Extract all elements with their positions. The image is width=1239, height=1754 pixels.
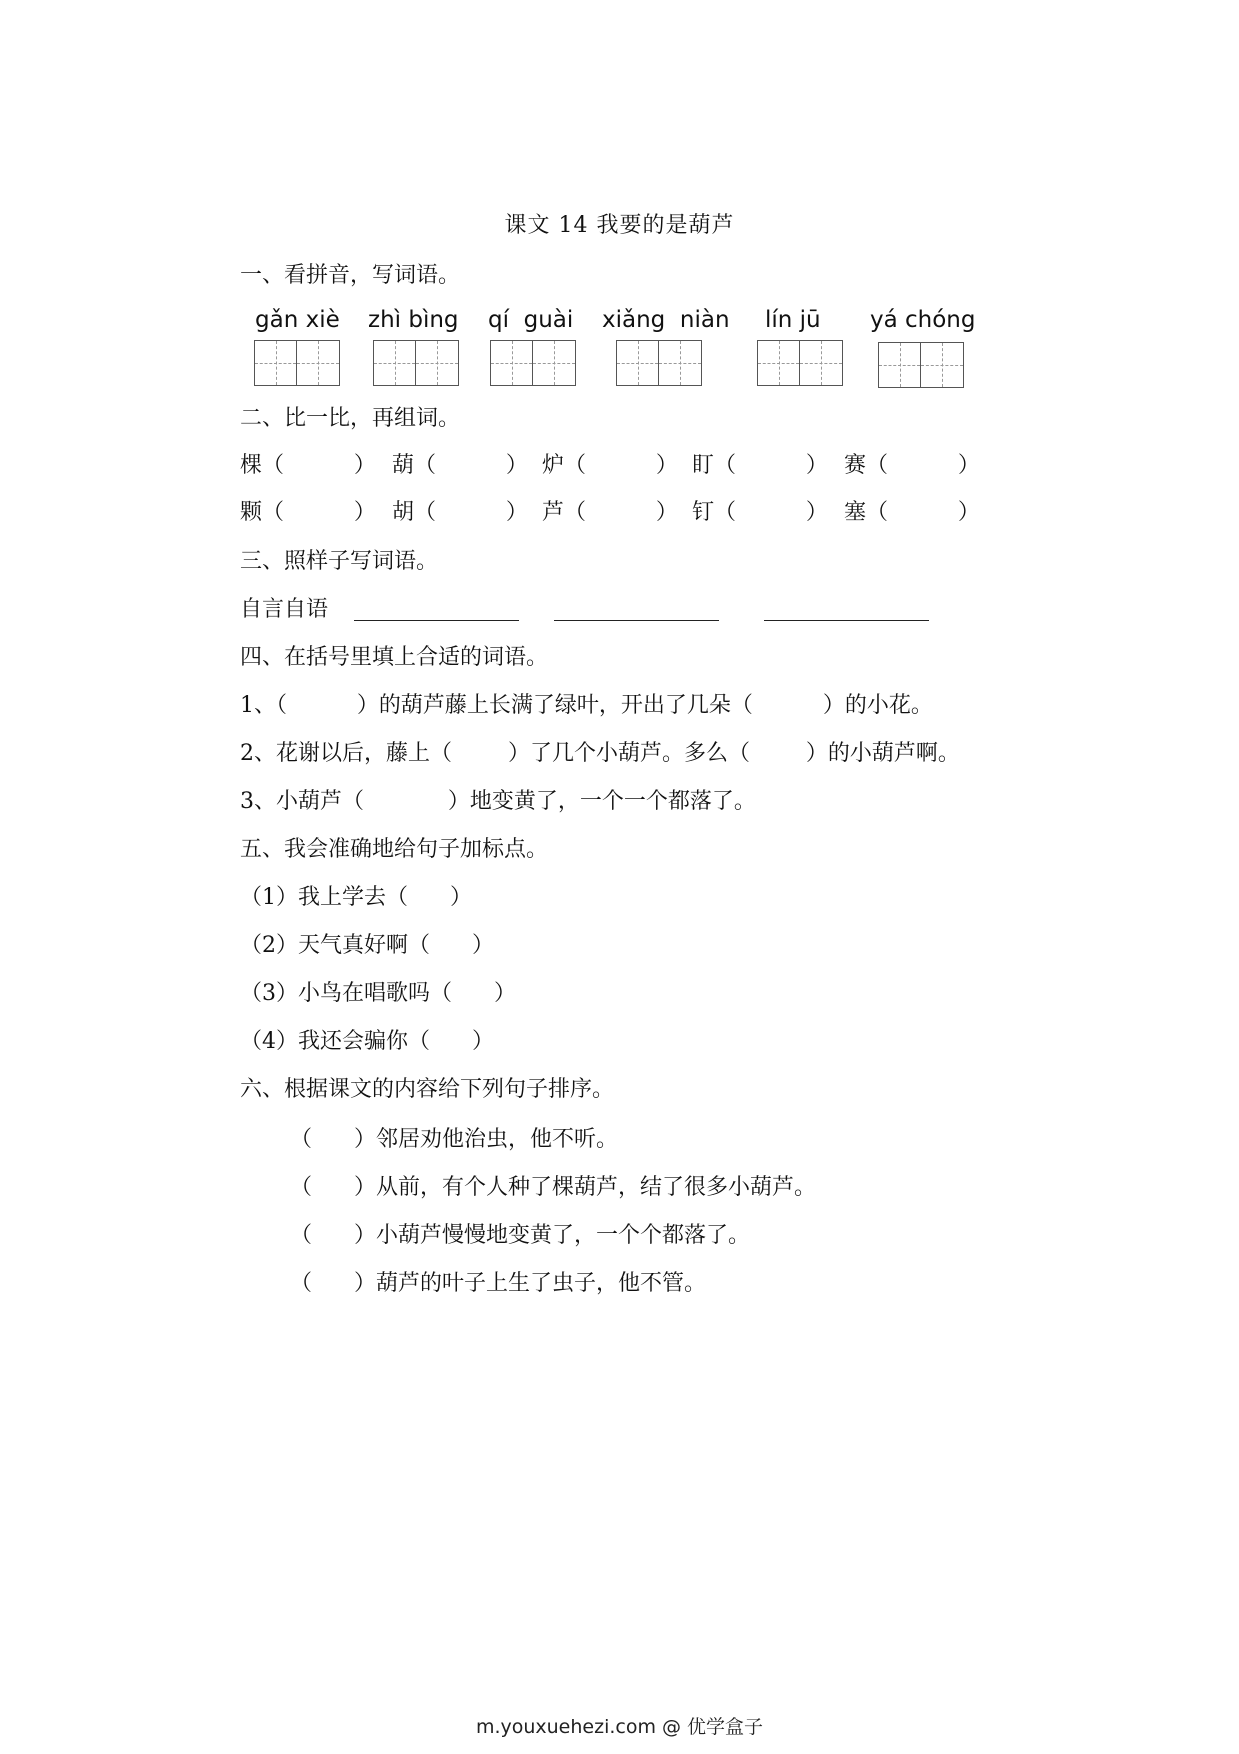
- section6-heading: 六、根据课文的内容给下列句子排序。: [240, 1077, 615, 1102]
- pinyin-4: xiǎng niàn: [602, 307, 730, 333]
- order-item-1: （ ）邻居劝他治虫，他不听。: [290, 1127, 618, 1152]
- fill-sentence-2: 2、花谢以后，藤上（ ）了几个小葫芦。多么（ ）的小葫芦啊。: [240, 741, 960, 766]
- compare-item: 芦（ ）: [542, 500, 678, 525]
- punctuation-item-1: （1）我上学去（ ）: [240, 885, 472, 910]
- pinyin-3: qí guài: [488, 307, 574, 333]
- compare-item: 颗（ ）: [240, 500, 376, 525]
- page-title: 课文 14 我要的是葫芦: [504, 213, 735, 238]
- fill-sentence-3: 3、小葫芦（ ）地变黄了，一个一个都落了。: [240, 789, 756, 814]
- example-word: 自言自语: [240, 597, 329, 622]
- section4-heading: 四、在括号里填上合适的词语。: [240, 645, 549, 670]
- pinyin-2: zhì bìng: [368, 307, 459, 333]
- section3-heading: 三、照样子写词语。: [240, 549, 439, 574]
- compare-item: 塞（ ）: [844, 500, 980, 525]
- order-item-3: （ ）小葫芦慢慢地变黄了，一个个都落了。: [290, 1223, 750, 1248]
- pinyin-5: lín jū: [765, 307, 821, 333]
- answer-blank-1[interactable]: [354, 620, 519, 621]
- compare-item: 盯（ ）: [692, 453, 828, 478]
- pinyin-1: gǎn xiè: [255, 307, 340, 333]
- writing-grid-3[interactable]: [490, 340, 576, 386]
- order-item-4: （ ）葫芦的叶子上生了虫子，他不管。: [290, 1271, 706, 1296]
- compare-item: 葫（ ）: [392, 453, 528, 478]
- fill-sentence-1: 1、（ ）的葫芦藤上长满了绿叶，开出了几朵（ ）的小花。: [240, 693, 933, 718]
- pinyin-6: yá chóng: [870, 307, 976, 333]
- punctuation-item-4: （4）我还会骗你（ ）: [240, 1029, 494, 1054]
- compare-item: 钉（ ）: [692, 500, 828, 525]
- punctuation-item-2: （2）天气真好啊（ ）: [240, 933, 494, 958]
- writing-grid-4[interactable]: [616, 340, 702, 386]
- answer-blank-2[interactable]: [554, 620, 719, 621]
- writing-grid-6[interactable]: [878, 342, 964, 388]
- section2-heading: 二、比一比，再组词。: [240, 406, 461, 431]
- writing-grid-5[interactable]: [757, 340, 843, 386]
- writing-grid-2[interactable]: [373, 340, 459, 386]
- order-item-2: （ ）从前，有个人种了棵葫芦，结了很多小葫芦。: [290, 1175, 816, 1200]
- section1-heading: 一、看拼音，写词语。: [240, 263, 461, 288]
- compare-item: 棵（ ）: [240, 453, 376, 478]
- footer-watermark: m.youxuehezi.com @ 优学盒子: [475, 1716, 764, 1738]
- section5-heading: 五、我会准确地给句子加标点。: [240, 837, 549, 862]
- compare-item: 炉（ ）: [542, 453, 678, 478]
- compare-item: 赛（ ）: [844, 453, 980, 478]
- punctuation-item-3: （3）小鸟在唱歌吗（ ）: [240, 981, 516, 1006]
- answer-blank-3[interactable]: [764, 620, 929, 621]
- compare-item: 胡（ ）: [392, 500, 528, 525]
- writing-grid-1[interactable]: [254, 340, 340, 386]
